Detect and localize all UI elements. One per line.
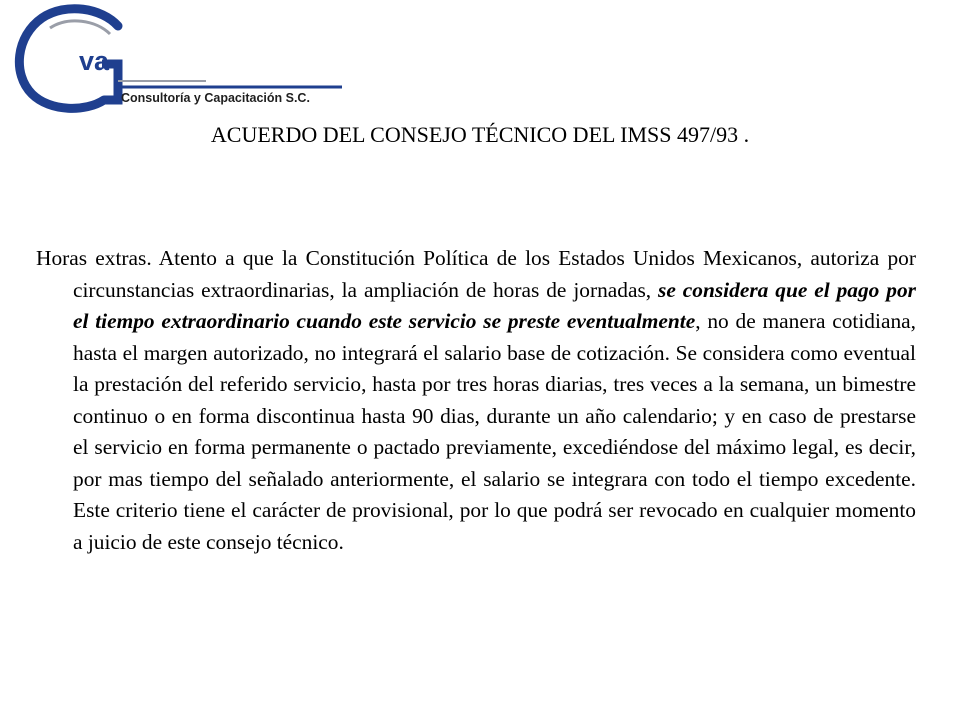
document-title: ACUERDO DEL CONSEJO TÉCNICO DEL IMSS 497/93 .: [210, 122, 750, 147]
logo-inner-arc: [50, 21, 110, 34]
logo-letters: va: [79, 46, 110, 76]
paragraph-text-intro: Horas extras. Atento a que la Constitución Política de los Estados Unidos Mexicanos, autoriza por circunstancias extraordinarias, la ampliación de horas de jornadas,: [36, 246, 916, 302]
company-name: Consultoría y Capacitación S.C.: [121, 91, 310, 105]
paragraph-text-rest: , no de manera cotidiana, hasta el margen autorizado, no integrará el salario base de cotización. Se considera como eventual la prestación del referido servicio, hasta por tres horas diarias, tres veces a la semana, un bimestre continuo o en forma discontinua hasta 90 dias, durante un año calendario; y en caso de prestarse el servicio en forma permanente o pactado previamente, excediéndose del máximo legal, es decir, por mas tiempo del señalado anteriormente, el salario se integrara con todo el tiempo excedente. Este criterio tiene el carácter de provisional, por lo que podrá ser revocado en cualquier momento a juicio de este consejo técnico.: [73, 309, 916, 554]
body-paragraph: [36, 243, 916, 558]
paragraph-emphasis: se considera que el pago por el tiempo extraordinario cuando este servicio se preste eventualmente: [73, 277, 916, 333]
